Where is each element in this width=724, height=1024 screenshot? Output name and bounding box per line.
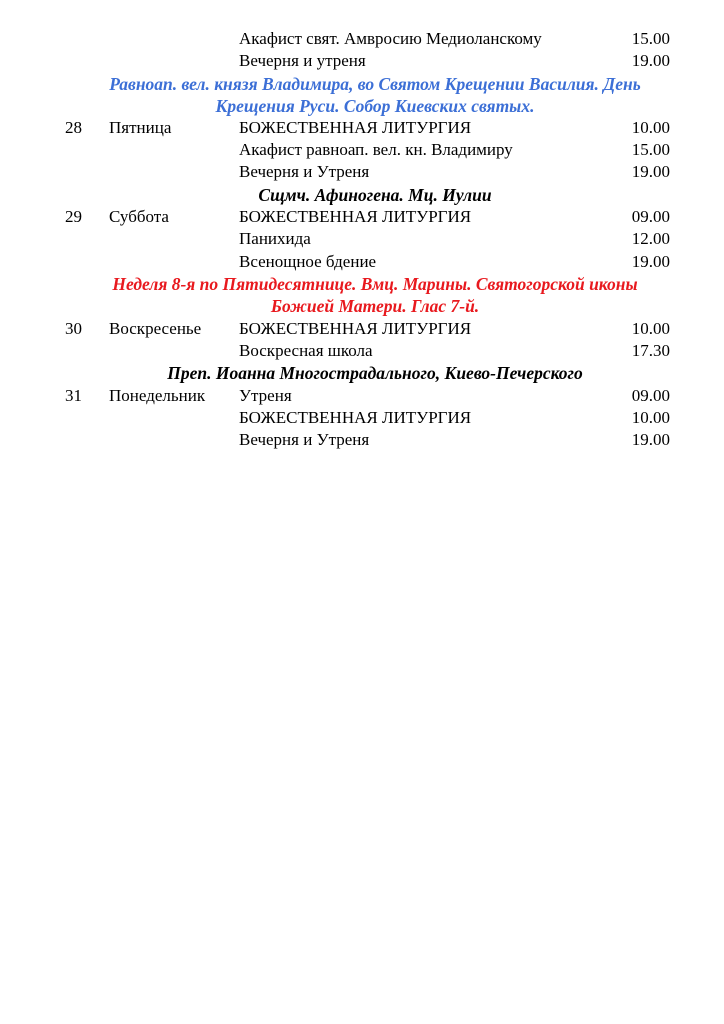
weekday: Воскресенье [109,319,202,338]
service-time: 17.30 [631,341,670,360]
service-time: 19.00 [631,430,670,449]
schedule-row [0,28,724,50]
service-name: Акафист равноап. вел. кн. Владимиру [239,140,513,159]
service-time: 12.00 [631,229,670,248]
day-number: 29 [65,207,82,226]
schedule-row [0,318,724,340]
service-name: Вечерня и Утреня [239,162,370,181]
schedule-row [0,117,724,139]
service-time: 10.00 [631,319,670,338]
service-name: Вечерня и утреня [239,51,366,70]
service-time: 19.00 [631,162,670,181]
day-number: 30 [65,319,82,338]
service-name: Утреня [239,386,292,405]
service-name: Всенощное бдение [239,252,377,271]
schedule-row [0,50,724,72]
schedule-row [0,385,724,407]
service-name: Вечерня и Утреня [239,430,370,449]
service-time: 09.00 [631,386,670,405]
service-time: 19.00 [631,252,670,271]
feast-heading-line: Неделя 8-я по Пятидесятнице. Вмц. Марины. Святогорской иконы [112,274,638,294]
schedule-row [0,251,724,273]
service-name: БОЖЕСТВЕННАЯ ЛИТУРГИЯ [239,207,472,226]
feast-heading-line: Божией Матери. Глас 7-й. [270,296,480,316]
weekday: Понедельник [109,386,206,405]
service-name: Акафист свят. Амвросию Медиоланскому [239,29,542,48]
feast-heading-line: Преп. Иоанна Многострадального, Киево-Печерского [167,363,583,383]
service-name: Воскресная школа [239,341,373,360]
service-time: 09.00 [631,207,670,226]
service-name: БОЖЕСТВЕННАЯ ЛИТУРГИЯ [239,319,472,338]
schedule-row [0,429,724,451]
day-number: 28 [65,118,82,137]
service-time: 10.00 [631,118,670,137]
day-number: 31 [65,386,82,405]
service-time: 19.00 [631,51,670,70]
schedule-row [0,139,724,161]
service-time: 15.00 [631,140,670,159]
weekday: Пятница [109,118,172,137]
service-time: 15.00 [631,29,670,48]
feast-heading-line: Равноап. вел. князя Владимира, во Святом Крещении Василия. День [109,74,641,94]
service-name: Панихида [239,229,311,248]
schedule-row [0,161,724,183]
service-name: БОЖЕСТВЕННАЯ ЛИТУРГИЯ [239,408,472,427]
feast-heading-line: Сщмч. Афиногена. Мц. Иулии [258,185,492,205]
weekday: Суббота [109,207,169,226]
service-name: БОЖЕСТВЕННАЯ ЛИТУРГИЯ [239,118,472,137]
feast-heading-line: Крещения Руси. Собор Киевских святых. [215,96,535,116]
service-time: 10.00 [631,408,670,427]
schedule-row [0,407,724,429]
schedule-row [0,228,724,250]
schedule-row [0,340,724,362]
schedule-row [0,206,724,228]
